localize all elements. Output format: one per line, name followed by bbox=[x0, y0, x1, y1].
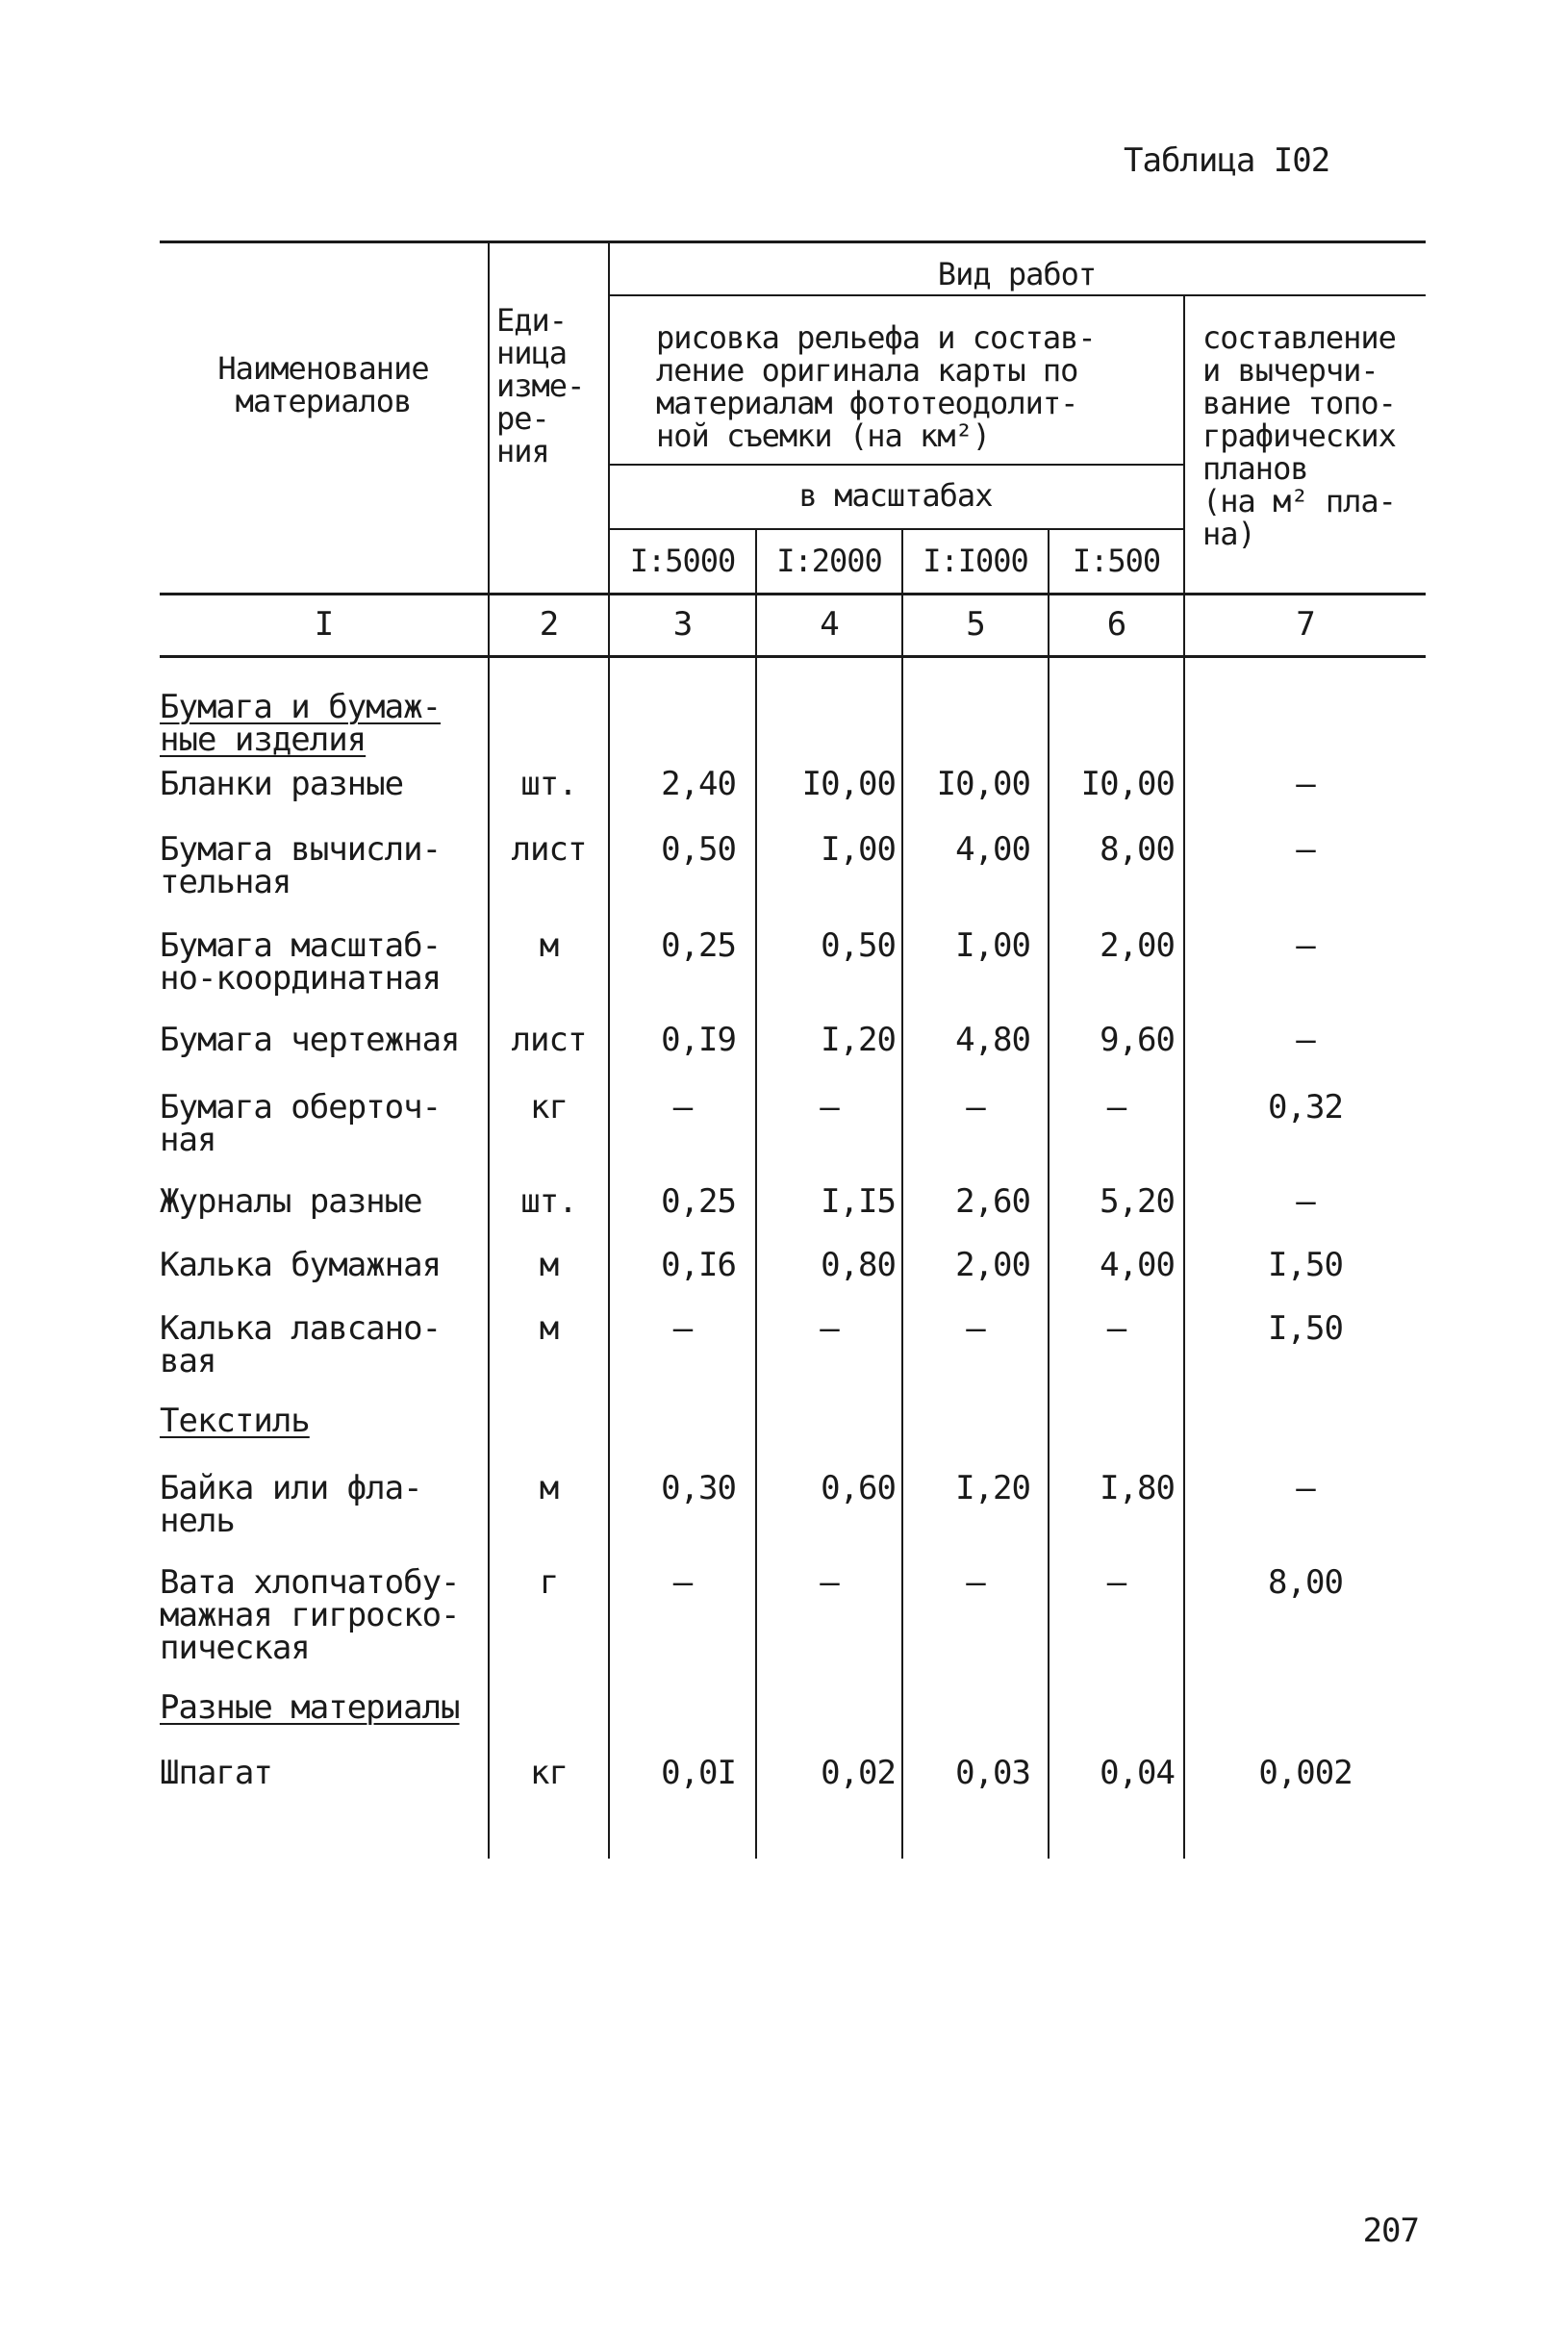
col-number: 5 bbox=[966, 605, 985, 644]
table-row bbox=[160, 830, 1426, 901]
row-unit: лист bbox=[511, 1021, 587, 1059]
row-value: – bbox=[820, 1563, 839, 1602]
row-value: I0,00 bbox=[801, 765, 896, 803]
row-name: Бланки разные bbox=[160, 765, 404, 803]
table-row bbox=[160, 1182, 1426, 1224]
header-unit: Еди- ница изме- ре- ния bbox=[496, 302, 585, 469]
table-row bbox=[160, 1309, 1426, 1380]
row-unit: шт. bbox=[520, 1182, 577, 1221]
row-unit: шт. bbox=[520, 765, 577, 803]
row-value: – bbox=[820, 1088, 839, 1127]
row-value: – bbox=[1296, 1182, 1315, 1221]
row-value: 0,80 bbox=[821, 1246, 896, 1284]
row-value: – bbox=[1106, 1563, 1126, 1602]
header-material-name: Наименование материалов bbox=[217, 350, 429, 419]
row-name: Калька бумажная bbox=[160, 1246, 442, 1284]
row-value: 2,60 bbox=[955, 1182, 1030, 1221]
row-value: I,20 bbox=[821, 1021, 896, 1059]
row-value: 0,50 bbox=[661, 830, 736, 869]
table-row bbox=[160, 1088, 1426, 1159]
header-scales-label: в масштабах bbox=[798, 477, 993, 514]
row-value: – bbox=[672, 1088, 693, 1127]
row-value: I,50 bbox=[1268, 1309, 1343, 1348]
scale-1: I:5000 bbox=[629, 543, 736, 579]
row-value: 0,25 bbox=[661, 1182, 736, 1221]
row-value: I0,00 bbox=[936, 765, 1030, 803]
row-value: 0,002 bbox=[1258, 1754, 1353, 1792]
row-name: Байка или фла- нель bbox=[160, 1469, 422, 1540]
table-row bbox=[160, 1563, 1426, 1667]
scales-rule bbox=[608, 528, 1183, 530]
col-number: 7 bbox=[1296, 605, 1315, 644]
table-title: Таблица I02 bbox=[1124, 141, 1330, 180]
table-row bbox=[160, 1754, 1426, 1795]
row-value: I,80 bbox=[1100, 1469, 1175, 1507]
row-name: Журналы разные bbox=[160, 1182, 422, 1221]
col-number: 6 bbox=[1106, 605, 1126, 644]
table-row bbox=[160, 926, 1426, 998]
section-textile: Текстиль bbox=[160, 1402, 310, 1440]
col-number: 3 bbox=[672, 605, 693, 644]
row-value: – bbox=[672, 1563, 693, 1602]
col-number: 2 bbox=[539, 605, 559, 644]
row-value: I,00 bbox=[955, 926, 1030, 965]
row-unit: кг bbox=[530, 1088, 568, 1127]
row-value: 4,80 bbox=[955, 1021, 1030, 1059]
row-name: Бумага оберточ- ная bbox=[160, 1088, 442, 1159]
scale-2: I:2000 bbox=[776, 543, 882, 579]
row-value: 0,I6 bbox=[661, 1246, 736, 1284]
vid-rabot-rule bbox=[608, 294, 1426, 296]
row-value: 8,00 bbox=[1100, 830, 1175, 869]
col-number: 4 bbox=[820, 605, 839, 644]
row-value: 0,02 bbox=[821, 1754, 896, 1792]
header-group-b: составление и вычерчи- вание топо- графических планов (на м² пла- на) bbox=[1202, 319, 1396, 552]
row-value: 0,03 bbox=[955, 1754, 1030, 1792]
row-name: Бумага чертежная bbox=[160, 1021, 460, 1059]
table-row bbox=[160, 1021, 1426, 1062]
table-top-rule bbox=[160, 240, 1426, 243]
row-value: 4,00 bbox=[955, 830, 1030, 869]
row-value: 2,40 bbox=[661, 765, 736, 803]
header-bottom-rule bbox=[160, 593, 1426, 595]
group-a-rule bbox=[608, 464, 1183, 466]
row-value: 0,25 bbox=[661, 926, 736, 965]
row-unit: м bbox=[539, 1309, 559, 1348]
row-value: – bbox=[1296, 1021, 1315, 1059]
row-value: – bbox=[820, 1309, 839, 1348]
table-row bbox=[160, 1246, 1426, 1287]
row-value: 9,60 bbox=[1100, 1021, 1175, 1059]
row-value: I,50 bbox=[1268, 1246, 1343, 1284]
numbers-rule bbox=[160, 655, 1426, 658]
table-row bbox=[160, 1469, 1426, 1540]
header-group-a: рисовка рельефа и состав- ление оригинала карты по материалам фототеодолит- ной съемки (на км²) bbox=[656, 319, 1096, 454]
row-value: 2,00 bbox=[1100, 926, 1175, 965]
row-unit: лист bbox=[511, 830, 587, 869]
row-value: I,00 bbox=[821, 830, 896, 869]
row-unit: м bbox=[539, 926, 559, 965]
row-name: Бумага вычисли- тельная bbox=[160, 830, 442, 901]
row-value: 0,32 bbox=[1268, 1088, 1343, 1127]
row-unit: м bbox=[539, 1469, 559, 1507]
row-value: – bbox=[966, 1088, 985, 1127]
scale-3: I:I000 bbox=[923, 543, 1028, 579]
row-value: – bbox=[966, 1309, 985, 1348]
row-name: Бумага масштаб- но-координатная bbox=[160, 926, 442, 998]
row-value: 0,0I bbox=[661, 1754, 736, 1792]
row-value: 8,00 bbox=[1268, 1563, 1343, 1602]
row-value: 5,20 bbox=[1100, 1182, 1175, 1221]
col-number: I bbox=[314, 605, 334, 644]
row-value: 0,I9 bbox=[661, 1021, 736, 1059]
row-value: – bbox=[966, 1563, 985, 1602]
row-name: Калька лавсано- вая bbox=[160, 1309, 442, 1380]
row-value: 4,00 bbox=[1100, 1246, 1175, 1284]
row-value: – bbox=[1296, 765, 1315, 803]
section-misc: Разные материалы bbox=[160, 1688, 460, 1727]
row-value: 0,50 bbox=[821, 926, 896, 965]
row-value: I,20 bbox=[955, 1469, 1030, 1507]
row-value: 2,00 bbox=[955, 1246, 1030, 1284]
row-value: – bbox=[1106, 1088, 1126, 1127]
row-value: – bbox=[672, 1309, 693, 1348]
scale-4: I:500 bbox=[1072, 543, 1161, 579]
row-name: Вата хлопчатобу- мажная гигроско- пическая bbox=[160, 1563, 460, 1667]
row-unit: м bbox=[539, 1246, 559, 1284]
row-value: – bbox=[1296, 1469, 1315, 1507]
row-value: I0,00 bbox=[1080, 765, 1175, 803]
row-value: 0,30 bbox=[661, 1469, 736, 1507]
row-value: 0,60 bbox=[821, 1469, 896, 1507]
header-vid-rabot: Вид работ bbox=[937, 256, 1097, 292]
page-number: 207 bbox=[1362, 2212, 1419, 2250]
row-unit: г bbox=[539, 1563, 559, 1602]
row-value: – bbox=[1296, 926, 1315, 965]
table-row bbox=[160, 765, 1426, 806]
row-unit: кг bbox=[530, 1754, 568, 1792]
row-name: Шпагат bbox=[160, 1754, 272, 1792]
row-value: – bbox=[1296, 830, 1315, 869]
row-value: – bbox=[1106, 1309, 1126, 1348]
section-paper: Бумага и бумаж- ные изделия bbox=[160, 688, 442, 759]
row-value: 0,04 bbox=[1100, 1754, 1175, 1792]
row-value: I,I5 bbox=[821, 1182, 896, 1221]
